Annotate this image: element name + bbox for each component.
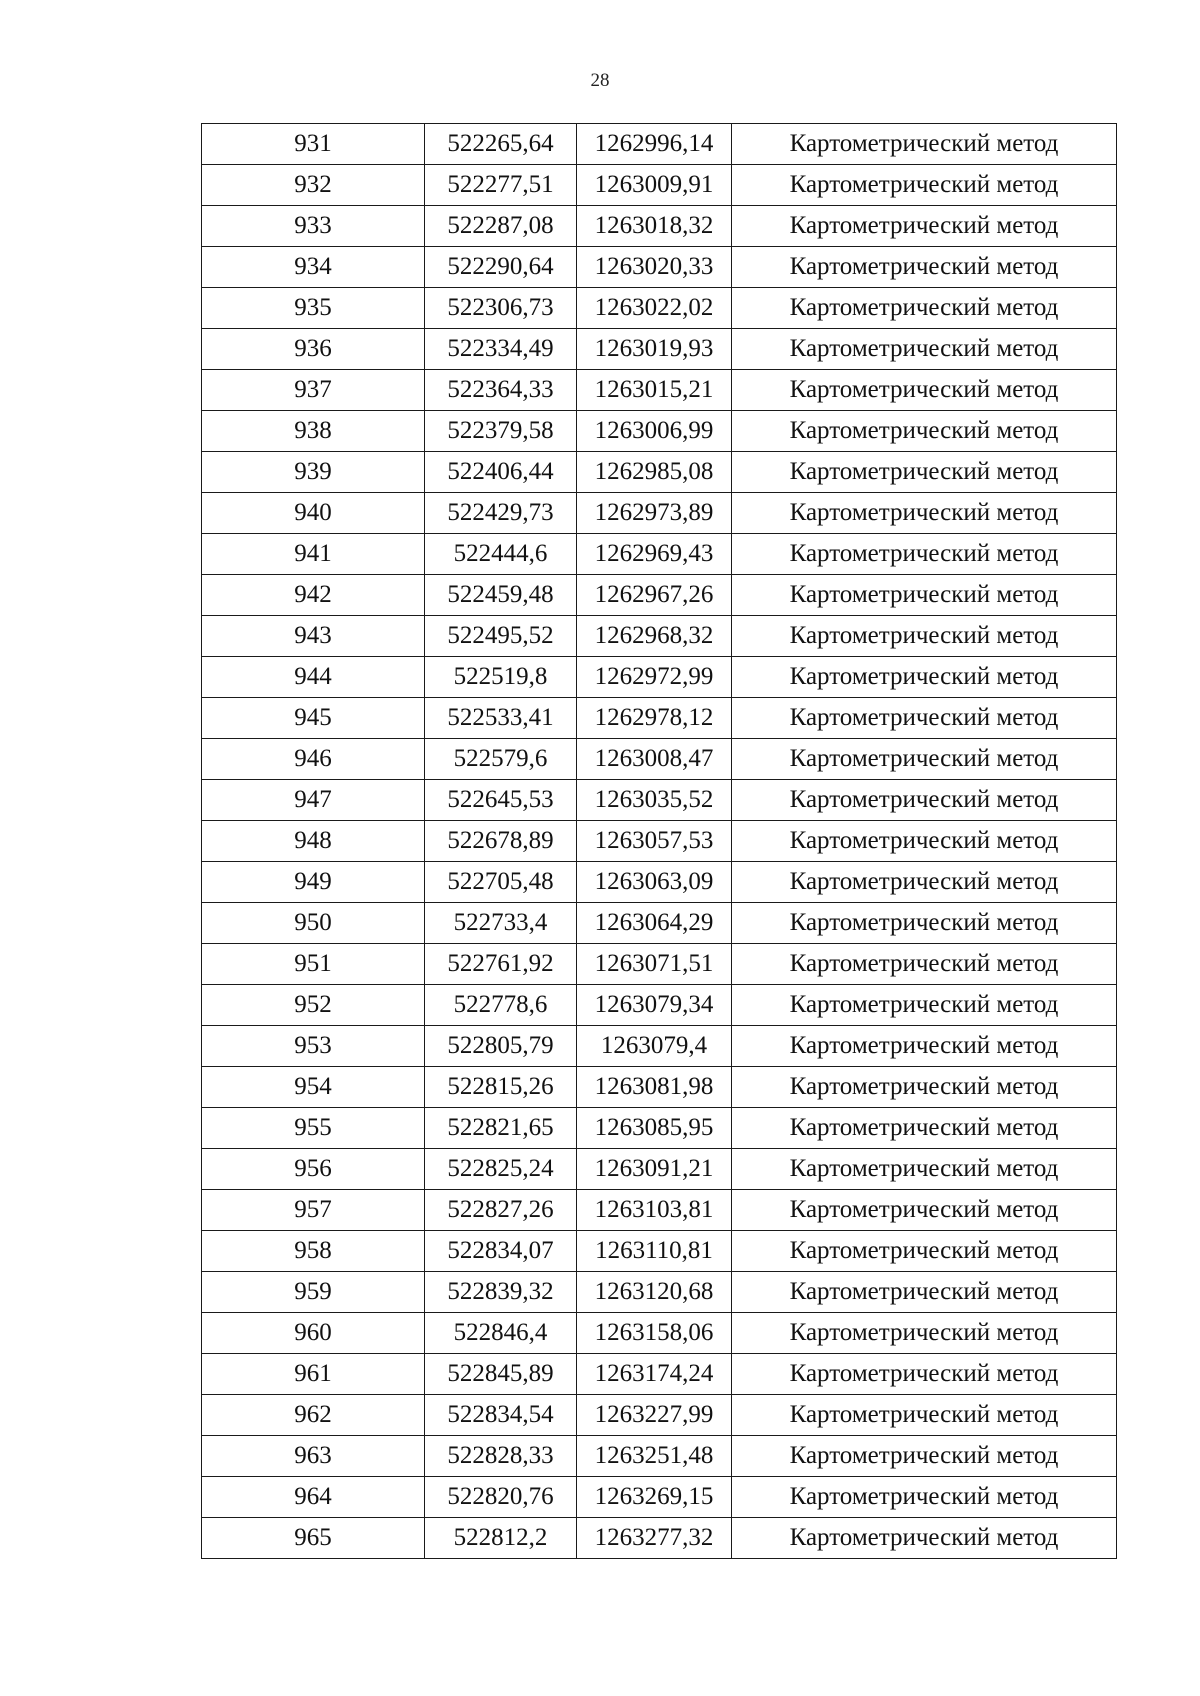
y-coordinate-cell: 1263008,47 [577,739,732,780]
y-coordinate-cell: 1262968,32 [577,616,732,657]
y-coordinate-cell: 1263079,4 [577,1026,732,1067]
x-coordinate-cell: 522533,41 [425,698,577,739]
table-row [202,165,1117,206]
table-row [202,944,1117,985]
table-row [202,739,1117,780]
method-cell: Картометрический метод [732,985,1117,1026]
y-coordinate-cell: 1263277,32 [577,1518,732,1559]
table-row [202,1149,1117,1190]
x-coordinate-cell: 522761,92 [425,944,577,985]
table-row [202,1518,1117,1559]
x-coordinate-cell: 522805,79 [425,1026,577,1067]
table-row [202,903,1117,944]
method-cell: Картометрический метод [732,739,1117,780]
point-number-cell: 935 [202,288,425,329]
method-cell: Картометрический метод [732,1149,1117,1190]
method-cell: Картометрический метод [732,329,1117,370]
table-row [202,493,1117,534]
y-coordinate-cell: 1263103,81 [577,1190,732,1231]
y-coordinate-cell: 1262978,12 [577,698,732,739]
y-coordinate-cell: 1263079,34 [577,985,732,1026]
method-cell: Картометрический метод [732,1354,1117,1395]
y-coordinate-cell: 1263120,68 [577,1272,732,1313]
x-coordinate-cell: 522733,4 [425,903,577,944]
y-coordinate-cell: 1262969,43 [577,534,732,575]
x-coordinate-cell: 522678,89 [425,821,577,862]
point-number-cell: 933 [202,206,425,247]
y-coordinate-cell: 1263085,95 [577,1108,732,1149]
x-coordinate-cell: 522839,32 [425,1272,577,1313]
point-number-cell: 960 [202,1313,425,1354]
method-cell: Картометрический метод [732,370,1117,411]
x-coordinate-cell: 522834,07 [425,1231,577,1272]
coordinates-table [201,123,1117,1559]
method-cell: Картометрический метод [732,1395,1117,1436]
table-row [202,1395,1117,1436]
y-coordinate-cell: 1263269,15 [577,1477,732,1518]
point-number-cell: 939 [202,452,425,493]
y-coordinate-cell: 1263071,51 [577,944,732,985]
x-coordinate-cell: 522406,44 [425,452,577,493]
x-coordinate-cell: 522825,24 [425,1149,577,1190]
table-row [202,821,1117,862]
table-row [202,1354,1117,1395]
method-cell: Картометрический метод [732,862,1117,903]
x-coordinate-cell: 522820,76 [425,1477,577,1518]
x-coordinate-cell: 522265,64 [425,124,577,165]
point-number-cell: 949 [202,862,425,903]
table-row [202,1067,1117,1108]
method-cell: Картометрический метод [732,903,1117,944]
method-cell: Картометрический метод [732,1436,1117,1477]
y-coordinate-cell: 1263015,21 [577,370,732,411]
method-cell: Картометрический метод [732,821,1117,862]
x-coordinate-cell: 522519,8 [425,657,577,698]
point-number-cell: 940 [202,493,425,534]
table-row [202,862,1117,903]
point-number-cell: 965 [202,1518,425,1559]
method-cell: Картометрический метод [732,493,1117,534]
table-row [202,411,1117,452]
table-row [202,1272,1117,1313]
y-coordinate-cell: 1263158,06 [577,1313,732,1354]
method-cell: Картометрический метод [732,288,1117,329]
y-coordinate-cell: 1263035,52 [577,780,732,821]
point-number-cell: 944 [202,657,425,698]
table-row [202,1231,1117,1272]
x-coordinate-cell: 522495,52 [425,616,577,657]
x-coordinate-cell: 522815,26 [425,1067,577,1108]
y-coordinate-cell: 1262972,99 [577,657,732,698]
point-number-cell: 934 [202,247,425,288]
y-coordinate-cell: 1263064,29 [577,903,732,944]
y-coordinate-cell: 1262985,08 [577,452,732,493]
x-coordinate-cell: 522579,6 [425,739,577,780]
table-row [202,534,1117,575]
point-number-cell: 952 [202,985,425,1026]
x-coordinate-cell: 522834,54 [425,1395,577,1436]
method-cell: Картометрический метод [732,1477,1117,1518]
method-cell: Картометрический метод [732,1190,1117,1231]
method-cell: Картометрический метод [732,206,1117,247]
method-cell: Картометрический метод [732,247,1117,288]
y-coordinate-cell: 1263009,91 [577,165,732,206]
y-coordinate-cell: 1263110,81 [577,1231,732,1272]
x-coordinate-cell: 522290,64 [425,247,577,288]
x-coordinate-cell: 522444,6 [425,534,577,575]
point-number-cell: 963 [202,1436,425,1477]
method-cell: Картометрический метод [732,124,1117,165]
point-number-cell: 945 [202,698,425,739]
method-cell: Картометрический метод [732,534,1117,575]
method-cell: Картометрический метод [732,575,1117,616]
y-coordinate-cell: 1263018,32 [577,206,732,247]
table-row [202,370,1117,411]
table-row [202,206,1117,247]
y-coordinate-cell: 1263057,53 [577,821,732,862]
y-coordinate-cell: 1263251,48 [577,1436,732,1477]
y-coordinate-cell: 1263081,98 [577,1067,732,1108]
method-cell: Картометрический метод [732,165,1117,206]
table-row [202,124,1117,165]
method-cell: Картометрический метод [732,1518,1117,1559]
point-number-cell: 943 [202,616,425,657]
y-coordinate-cell: 1263174,24 [577,1354,732,1395]
table-row [202,247,1117,288]
y-coordinate-cell: 1262973,89 [577,493,732,534]
point-number-cell: 942 [202,575,425,616]
page-number: 28 [590,70,610,91]
method-cell: Картометрический метод [732,616,1117,657]
table-row [202,657,1117,698]
table-row [202,1026,1117,1067]
point-number-cell: 947 [202,780,425,821]
point-number-cell: 938 [202,411,425,452]
table-row [202,288,1117,329]
point-number-cell: 964 [202,1477,425,1518]
point-number-cell: 958 [202,1231,425,1272]
method-cell: Картометрический метод [732,1313,1117,1354]
y-coordinate-cell: 1263006,99 [577,411,732,452]
point-number-cell: 951 [202,944,425,985]
method-cell: Картометрический метод [732,1108,1117,1149]
table-row [202,452,1117,493]
x-coordinate-cell: 522827,26 [425,1190,577,1231]
point-number-cell: 955 [202,1108,425,1149]
table-row [202,1108,1117,1149]
method-cell: Картометрический метод [732,1272,1117,1313]
table-row [202,1436,1117,1477]
method-cell: Картометрический метод [732,780,1117,821]
point-number-cell: 931 [202,124,425,165]
table-row [202,780,1117,821]
point-number-cell: 941 [202,534,425,575]
y-coordinate-cell: 1263091,21 [577,1149,732,1190]
x-coordinate-cell: 522778,6 [425,985,577,1026]
y-coordinate-cell: 1263019,93 [577,329,732,370]
point-number-cell: 961 [202,1354,425,1395]
x-coordinate-cell: 522845,89 [425,1354,577,1395]
x-coordinate-cell: 522306,73 [425,288,577,329]
point-number-cell: 946 [202,739,425,780]
method-cell: Картометрический метод [732,698,1117,739]
x-coordinate-cell: 522334,49 [425,329,577,370]
y-coordinate-cell: 1263063,09 [577,862,732,903]
method-cell: Картометрический метод [732,1026,1117,1067]
table-row [202,1477,1117,1518]
table-row [202,985,1117,1026]
point-number-cell: 953 [202,1026,425,1067]
x-coordinate-cell: 522846,4 [425,1313,577,1354]
x-coordinate-cell: 522277,51 [425,165,577,206]
method-cell: Картометрический метод [732,1231,1117,1272]
x-coordinate-cell: 522287,08 [425,206,577,247]
point-number-cell: 954 [202,1067,425,1108]
table-row [202,616,1117,657]
point-number-cell: 962 [202,1395,425,1436]
y-coordinate-cell: 1262967,26 [577,575,732,616]
x-coordinate-cell: 522821,65 [425,1108,577,1149]
table-row [202,329,1117,370]
table-row [202,1190,1117,1231]
point-number-cell: 957 [202,1190,425,1231]
point-number-cell: 948 [202,821,425,862]
method-cell: Картометрический метод [732,411,1117,452]
x-coordinate-cell: 522364,33 [425,370,577,411]
table-row [202,698,1117,739]
y-coordinate-cell: 1263227,99 [577,1395,732,1436]
point-number-cell: 932 [202,165,425,206]
point-number-cell: 959 [202,1272,425,1313]
x-coordinate-cell: 522379,58 [425,411,577,452]
y-coordinate-cell: 1262996,14 [577,124,732,165]
y-coordinate-cell: 1263022,02 [577,288,732,329]
table-row [202,575,1117,616]
point-number-cell: 950 [202,903,425,944]
method-cell: Картометрический метод [732,1067,1117,1108]
point-number-cell: 937 [202,370,425,411]
point-number-cell: 956 [202,1149,425,1190]
method-cell: Картометрический метод [732,452,1117,493]
x-coordinate-cell: 522459,48 [425,575,577,616]
point-number-cell: 936 [202,329,425,370]
x-coordinate-cell: 522645,53 [425,780,577,821]
x-coordinate-cell: 522705,48 [425,862,577,903]
coordinates-table-body [202,124,1117,1559]
x-coordinate-cell: 522828,33 [425,1436,577,1477]
x-coordinate-cell: 522429,73 [425,493,577,534]
y-coordinate-cell: 1263020,33 [577,247,732,288]
x-coordinate-cell: 522812,2 [425,1518,577,1559]
method-cell: Картометрический метод [732,657,1117,698]
method-cell: Картометрический метод [732,944,1117,985]
table-row [202,1313,1117,1354]
